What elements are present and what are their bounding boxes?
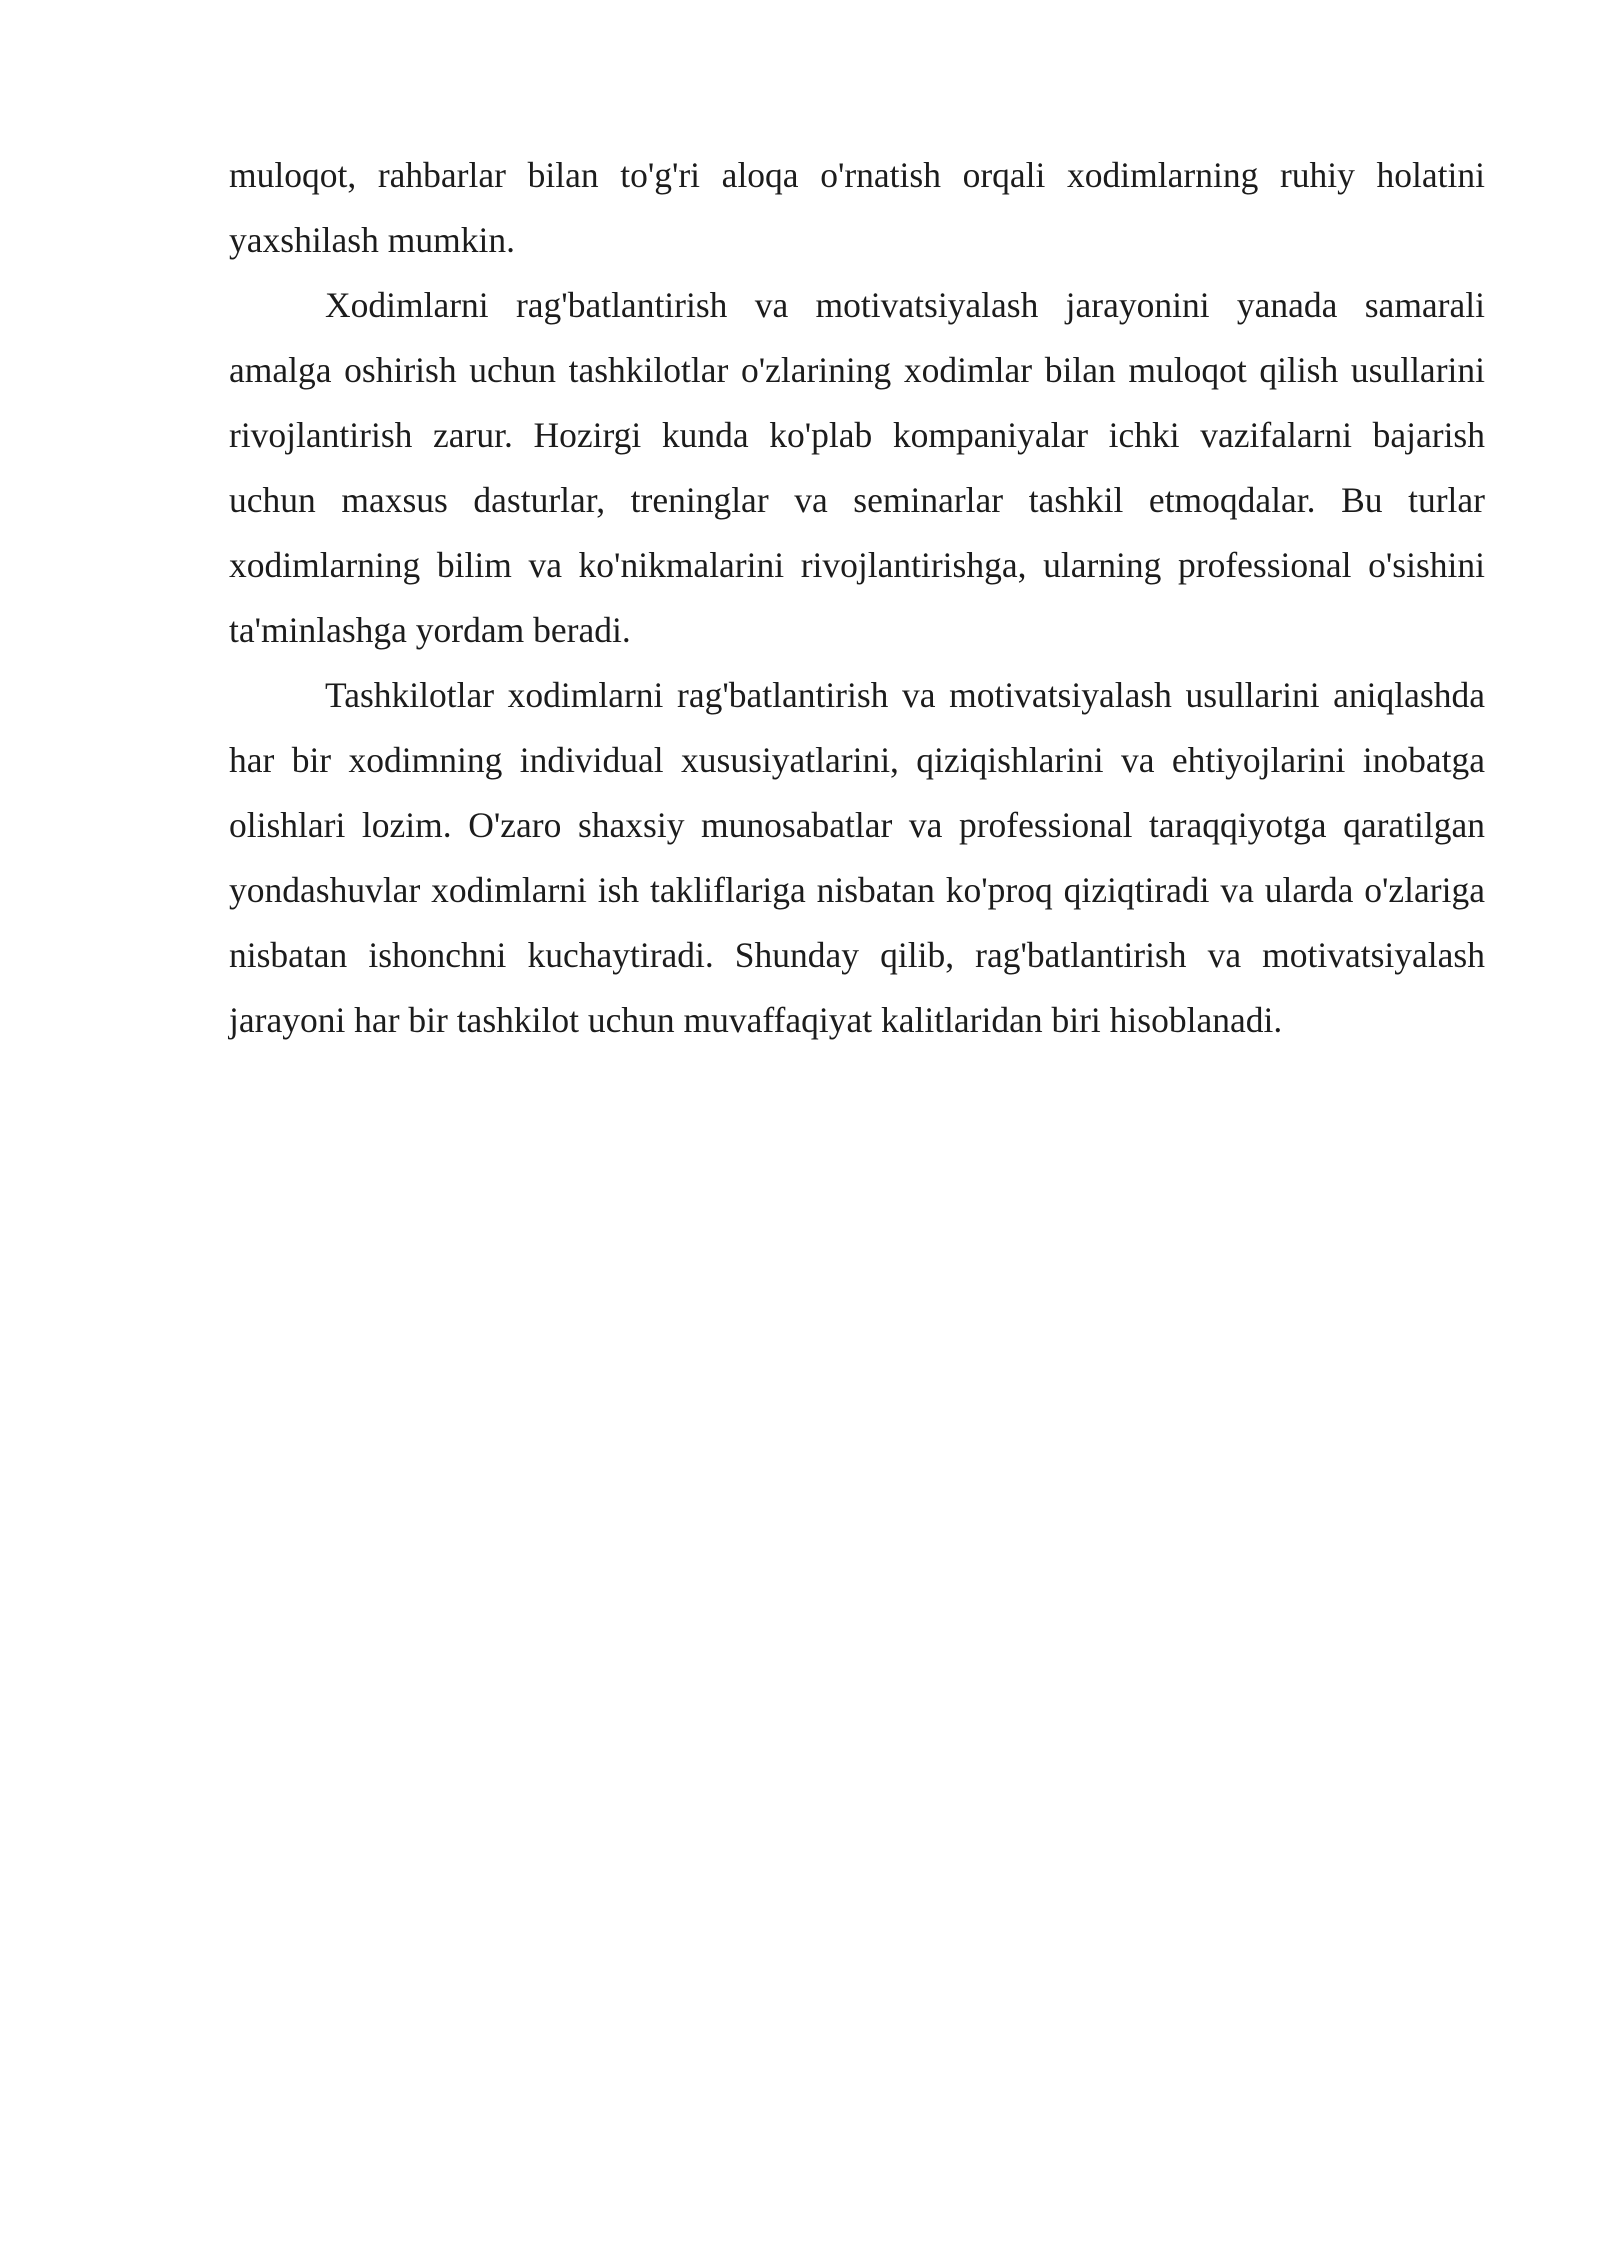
body-text bbox=[229, 143, 1485, 1053]
paragraph-communication-methods: Xodimlarni rag'batlantirish va motivatsiyalash jarayonini yanada samarali amalga oshirish uchun tashkilotlar o'zlarining xodimlar bilan muloqot qilish usullarini rivojlantirish zarur. Hozirgi kunda ko'plab kompaniyalar ichki vazifalarni bajarish uchun maxsus dasturlar, treninglar va seminarlar tashkil etmoqdalar. Bu turlar xodimlarning bilim va ko'nikmalarini rivojlantirishga, ularning professional o'sishini ta'minlashga yordam beradi. bbox=[229, 285, 1485, 650]
paragraph-continuation: muloqot, rahbarlar bilan to'g'ri aloqa o'rnatish orqali xodimlarning ruhiy holatini yaxshilash mumkin. bbox=[229, 155, 1485, 260]
paragraph-individual-approach: Tashkilotlar xodimlarni rag'batlantirish va motivatsiyalash usullarini aniqlashda har bir xodimning individual xususiyatlarini, qiziqishlarini va ehtiyojlarini inobatga olishlari lozim. O'zaro shaxsiy munosabatlar va professional taraqqiyotga qaratilgan yondashuvlar xodimlarni ish takliflariga nisbatan ko'proq qiziqtiradi va ularda o'zlariga nisbatan ishonchni kuchaytiradi. Shunday qilib, rag'batlantirish va motivatsiyalash jarayoni har bir tashkilot uchun muvaffaqiyat kalitlaridan biri hisoblanadi. bbox=[229, 675, 1485, 1040]
